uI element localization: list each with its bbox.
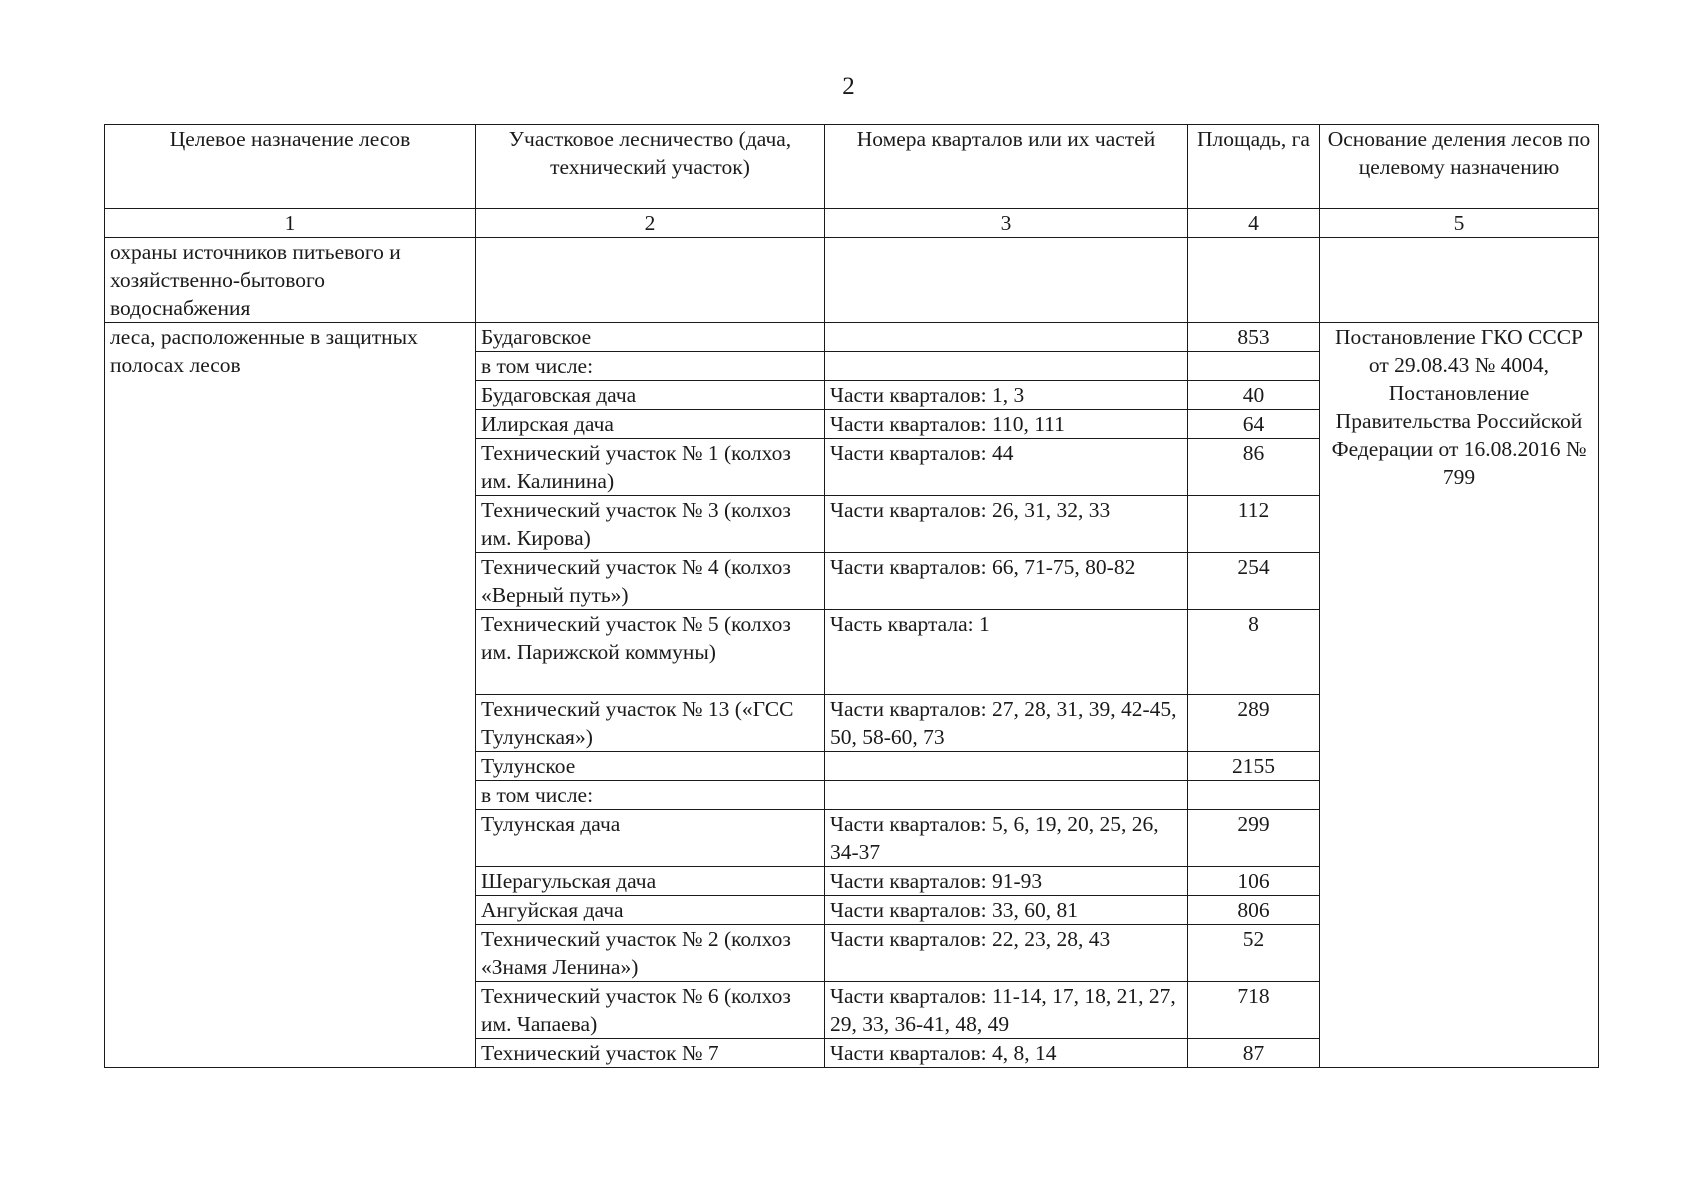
- category-cell: леса, расположенные в защитных полосах лесов: [105, 323, 476, 1068]
- forestry-cell: Ангуйская дача: [476, 896, 825, 925]
- quarters-cell: Части кварталов: 33, 60, 81: [825, 896, 1188, 925]
- forestry-cell: Технический участок № 1 (колхоз им. Калинина): [476, 439, 825, 496]
- forestry-cell: Технический участок № 6 (колхоз им. Чапаева): [476, 982, 825, 1039]
- forestry-cell: в том числе:: [476, 781, 825, 810]
- quarters-cell: [825, 752, 1188, 781]
- header-area: Площадь, га: [1188, 125, 1320, 209]
- area-cell: 64: [1188, 410, 1320, 439]
- quarters-cell: Части кварталов: 27, 28, 31, 39, 42-45, 50, 58-60, 73: [825, 695, 1188, 752]
- area-cell: [1188, 781, 1320, 810]
- forestry-cell: Технический участок № 13 («ГСС Тулунская»): [476, 695, 825, 752]
- empty-cell: [1188, 238, 1320, 323]
- area-cell: [1188, 352, 1320, 381]
- section-title: охраны источников питьевого и хозяйственно-бытового водоснабжения: [105, 238, 476, 323]
- header-quarters: Номера кварталов или их частей: [825, 125, 1188, 209]
- table-header-row: [105, 125, 1599, 209]
- quarters-cell: [825, 323, 1188, 352]
- forestry-cell: Тулунская дача: [476, 810, 825, 867]
- quarters-cell: Части кварталов: 66, 71-75, 80-82: [825, 553, 1188, 610]
- area-cell: 52: [1188, 925, 1320, 982]
- area-cell: 806: [1188, 896, 1320, 925]
- empty-cell: [476, 238, 825, 323]
- forestry-cell: Тулунское: [476, 752, 825, 781]
- quarters-cell: [825, 781, 1188, 810]
- quarters-cell: Части кварталов: 1, 3: [825, 381, 1188, 410]
- forestry-cell: Технический участок № 4 (колхоз «Верный путь»): [476, 553, 825, 610]
- area-cell: 112: [1188, 496, 1320, 553]
- column-number-row: [105, 209, 1599, 238]
- forestry-cell: Шерагульская дача: [476, 867, 825, 896]
- header-purpose: Целевое назначение лесов: [105, 125, 476, 209]
- empty-cell: [1320, 238, 1599, 323]
- area-cell: 254: [1188, 553, 1320, 610]
- area-cell: 87: [1188, 1039, 1320, 1068]
- page-number: 2: [842, 73, 855, 100]
- column-number: 2: [476, 209, 825, 238]
- section-row: [105, 238, 1599, 323]
- forestry-cell: Будаговская дача: [476, 381, 825, 410]
- header-basis: Основание деления лесов по целевому назначению: [1320, 125, 1599, 209]
- forestry-cell: Технический участок № 7: [476, 1039, 825, 1068]
- area-cell: 718: [1188, 982, 1320, 1039]
- area-cell: 2155: [1188, 752, 1320, 781]
- quarters-cell: Части кварталов: 22, 23, 28, 43: [825, 925, 1188, 982]
- quarters-cell: Части кварталов: 44: [825, 439, 1188, 496]
- quarters-cell: [825, 352, 1188, 381]
- quarters-cell: Части кварталов: 5, 6, 19, 20, 25, 26, 34-37: [825, 810, 1188, 867]
- column-number: 4: [1188, 209, 1320, 238]
- area-cell: 289: [1188, 695, 1320, 752]
- forestry-cell: Будаговское: [476, 323, 825, 352]
- basis-cell: Постановление ГКО СССР от 29.08.43 № 4004, Постановление Правительства Российской Федерации от 16.08.2016 № 799: [1320, 323, 1599, 1068]
- quarters-cell: Части кварталов: 91-93: [825, 867, 1188, 896]
- column-number: 1: [105, 209, 476, 238]
- empty-cell: [825, 238, 1188, 323]
- forestry-cell: Технический участок № 2 (колхоз «Знамя Ленина»): [476, 925, 825, 982]
- area-cell: 8: [1188, 610, 1320, 695]
- quarters-cell: Часть квартала: 1: [825, 610, 1188, 695]
- column-number: 3: [825, 209, 1188, 238]
- area-cell: 86: [1188, 439, 1320, 496]
- forestry-cell: Технический участок № 3 (колхоз им. Кирова): [476, 496, 825, 553]
- forest-purpose-table: [104, 124, 1599, 1068]
- quarters-cell: Части кварталов: 110, 111: [825, 410, 1188, 439]
- table-row: [105, 323, 1599, 352]
- forestry-cell: Илирская дача: [476, 410, 825, 439]
- quarters-cell: Части кварталов: 11-14, 17, 18, 21, 27, 29, 33, 36-41, 48, 49: [825, 982, 1188, 1039]
- area-cell: 299: [1188, 810, 1320, 867]
- forestry-cell: Технический участок № 5 (колхоз им. Парижской коммуны): [476, 610, 825, 695]
- forestry-cell: в том числе:: [476, 352, 825, 381]
- header-forestry: Участковое лесничество (дача, технический участок): [476, 125, 825, 209]
- quarters-cell: Части кварталов: 26, 31, 32, 33: [825, 496, 1188, 553]
- area-cell: 40: [1188, 381, 1320, 410]
- column-number: 5: [1320, 209, 1599, 238]
- area-cell: 106: [1188, 867, 1320, 896]
- quarters-cell: Части кварталов: 4, 8, 14: [825, 1039, 1188, 1068]
- area-cell: 853: [1188, 323, 1320, 352]
